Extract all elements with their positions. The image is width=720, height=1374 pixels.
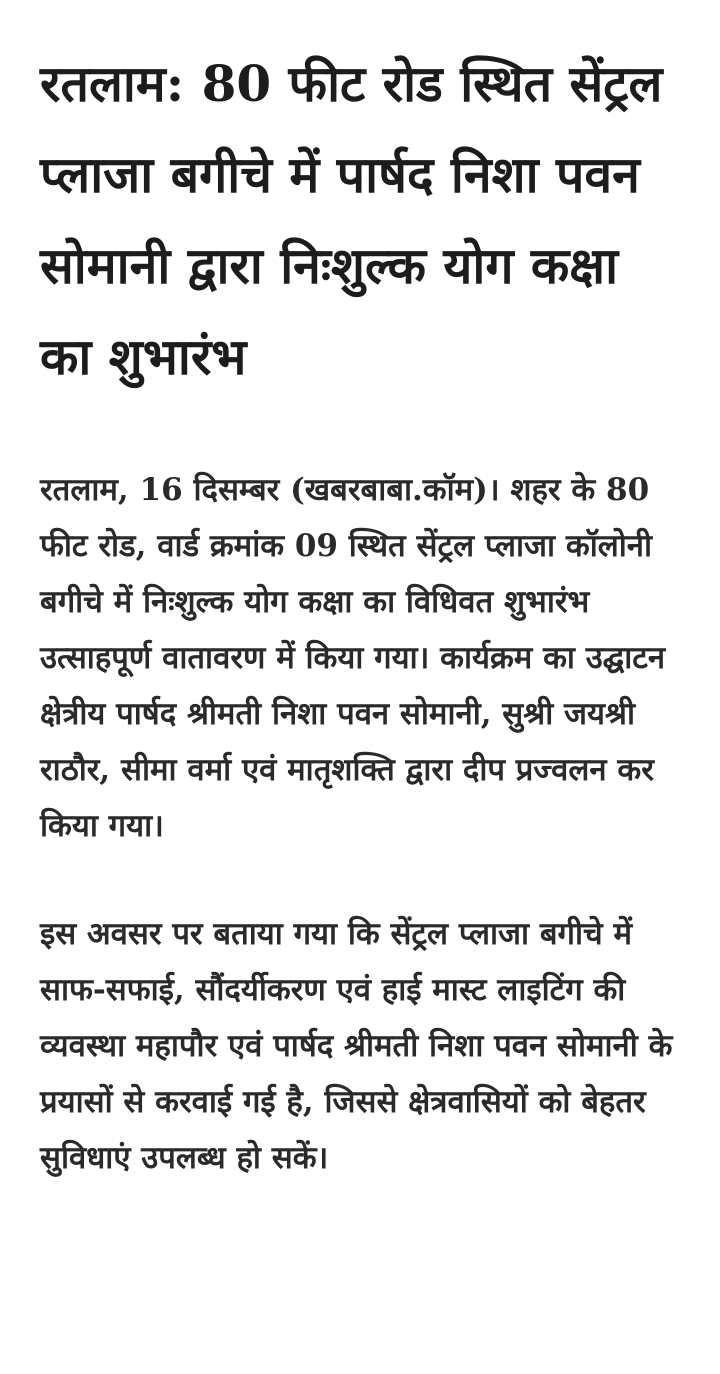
article-paragraph-1: रतलाम, 16 दिसम्बर (खबरबाबा.कॉम)। शहर के 80 फीट रोड, वार्ड क्रमांक 09 स्थित सेंट्रल प्लाजा कॉलोनी बगीचे में निःशुल्क योग कक्षा का विधिवत शुभारंभ उत्साहपूर्ण वातावरण में किया गया। कार्यक्रम का उद्घाटन क्षेत्रीय पार्षद श्रीमती निशा पवन सोमानी, सुश्री जयश्री राठौर, सीमा वर्मा एवं मातृशक्ति द्वारा दीप प्रज्वलन कर किया गया। <box>40 472 666 844</box>
article-headline: रतलाम: 80 फीट रोड स्थित सेंट्रल प्लाजा बगीचे में पार्षद निशा पवन सोमानी द्वारा निःशुल्क योग कक्षा का शुभारंभ <box>40 54 663 386</box>
article-paragraph-2: इस अवसर पर बताया गया कि सेंट्रल प्लाजा बगीचे में साफ-सफाई, सौंदर्यीकरण एवं हाई मास्ट लाइटिंग की व्यवस्था महापौर एवं पार्षद श्रीमती निशा पवन सोमानी के प्रयासों से करवाई गई है, जिससे क्षेत्रवासियों को बेहतर सुविधाएं उपलब्ध हो सकें। <box>40 916 673 1176</box>
